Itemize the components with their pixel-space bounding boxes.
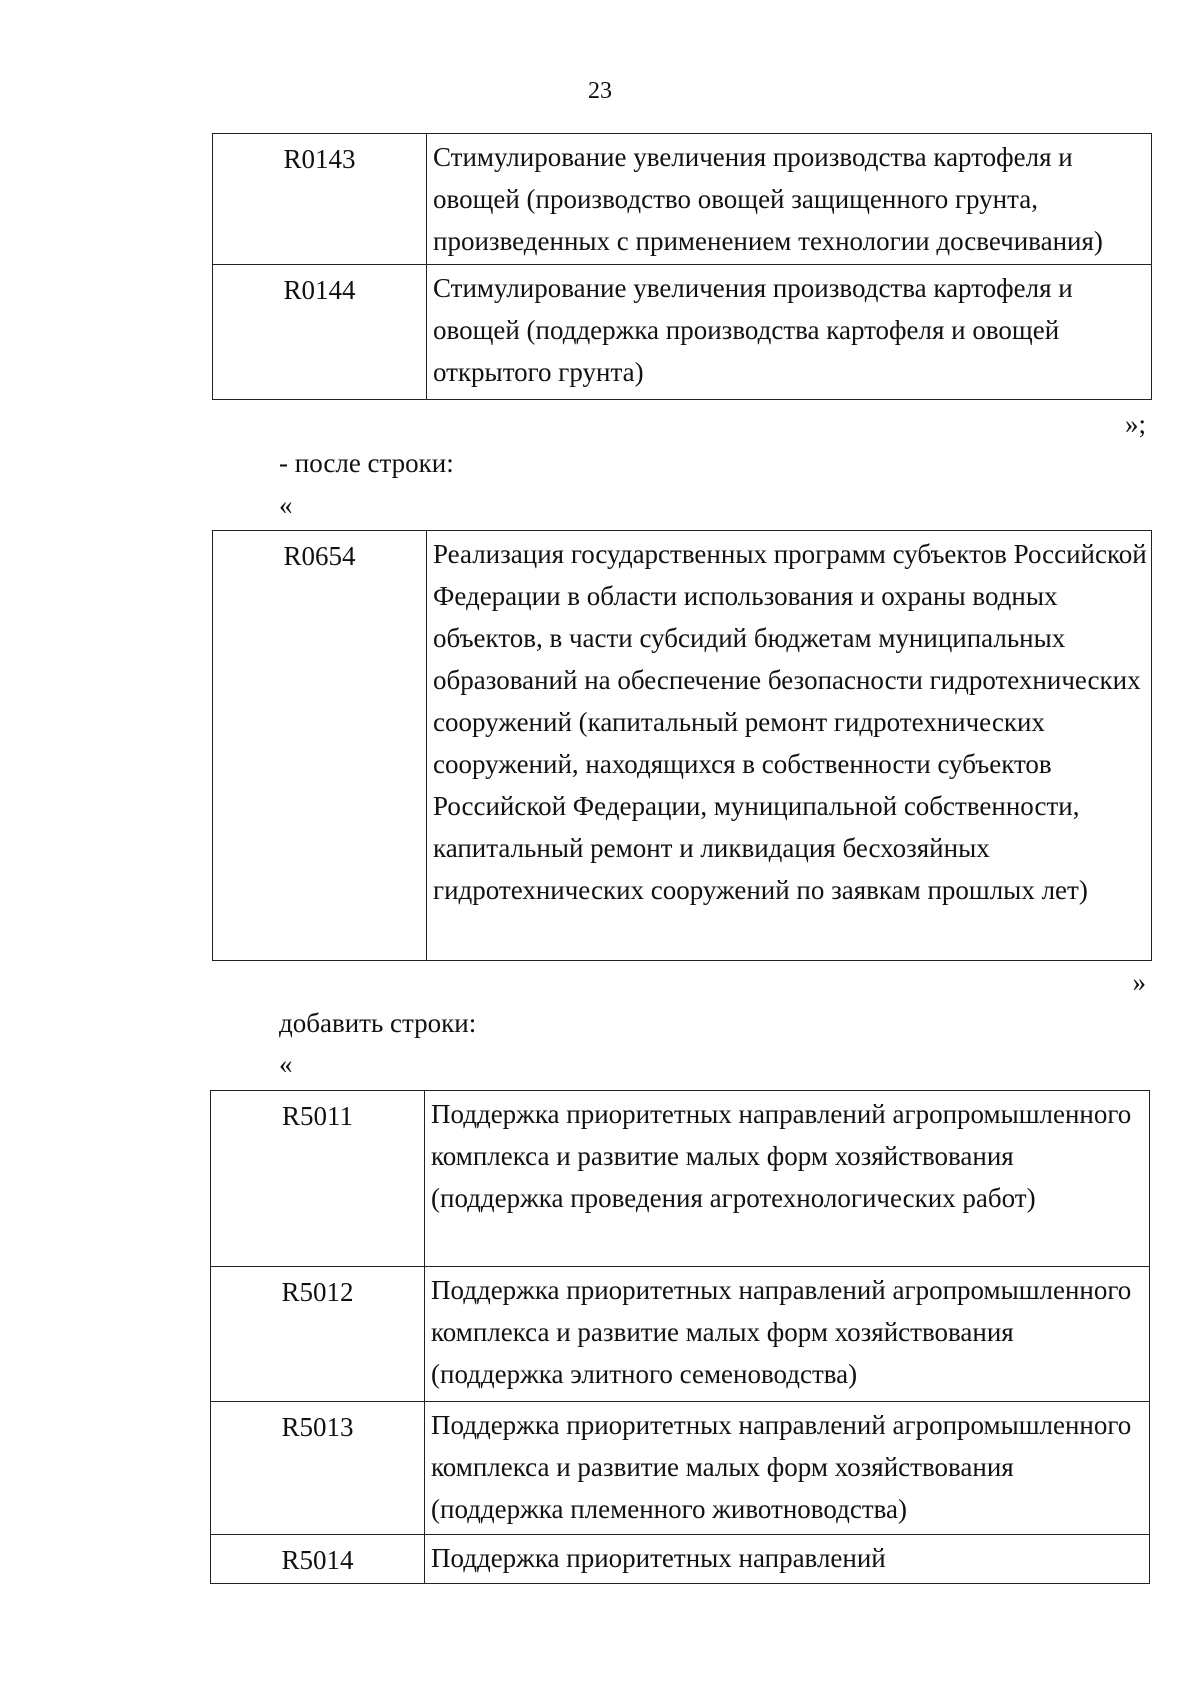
page-number: 23 [588,78,612,104]
row-description: Поддержка приоритетных направлений агропромышленного комплекса и развитие малых форм хозяйствования (поддержка племенного животноводства) [425,1402,1150,1535]
row-code: R0143 [213,134,427,265]
opening-quote: « [279,490,293,520]
table-row [211,1402,1150,1535]
row-description: Поддержка приоритетных направлений [425,1535,1150,1584]
row-description: Поддержка приоритетных направлений агропромышленного комплекса и развитие малых форм хозяйствования (поддержка проведения агротехнологических работ) [425,1091,1150,1267]
row-description: Стимулирование увеличения производства картофеля и овощей (производство овощей защищенного грунта, произведенных с применением технологии досвечивания) [427,134,1152,265]
row-code: R5012 [211,1267,425,1402]
after-row-label: - после строки: [279,448,454,478]
row-code: R5014 [211,1535,425,1584]
row-description: Поддержка приоритетных направлений агропромышленного комплекса и развитие малых форм хозяйствования (поддержка элитного семеноводства) [425,1267,1150,1402]
row-description: Стимулирование увеличения производства картофеля и овощей (поддержка производства картофеля и овощей открытого грунта) [427,265,1152,400]
row-code: R0144 [213,265,427,400]
closing-quote: »; [1124,409,1146,439]
codes-table-1 [212,133,1152,400]
table-row [213,531,1152,961]
table-row [211,1267,1150,1402]
row-description: Реализация государственных программ субъектов Российской Федерации в области использования и охраны водных объектов, в части субсидий бюджетам муниципальных образований на обеспечение безопасности гидротехнических сооружений (капитальный ремонт гидротехнических сооружений, находящихся в собственности субъектов Российской Федерации, муниципальной собственности, капитальный ремонт и ликвидация бесхозяйных гидротехнических сооружений по заявкам прошлых лет) [427,531,1152,961]
table-row [211,1091,1150,1267]
table-row [213,265,1152,400]
row-code: R5011 [211,1091,425,1267]
opening-quote: « [279,1049,293,1079]
table-row [211,1535,1150,1584]
row-code: R0654 [213,531,427,961]
table-row [213,134,1152,265]
add-rows-label: добавить строки: [279,1008,477,1038]
closing-quote: » [1132,967,1146,997]
codes-table-3 [210,1090,1150,1584]
row-code: R5013 [211,1402,425,1535]
codes-table-2 [212,530,1152,961]
